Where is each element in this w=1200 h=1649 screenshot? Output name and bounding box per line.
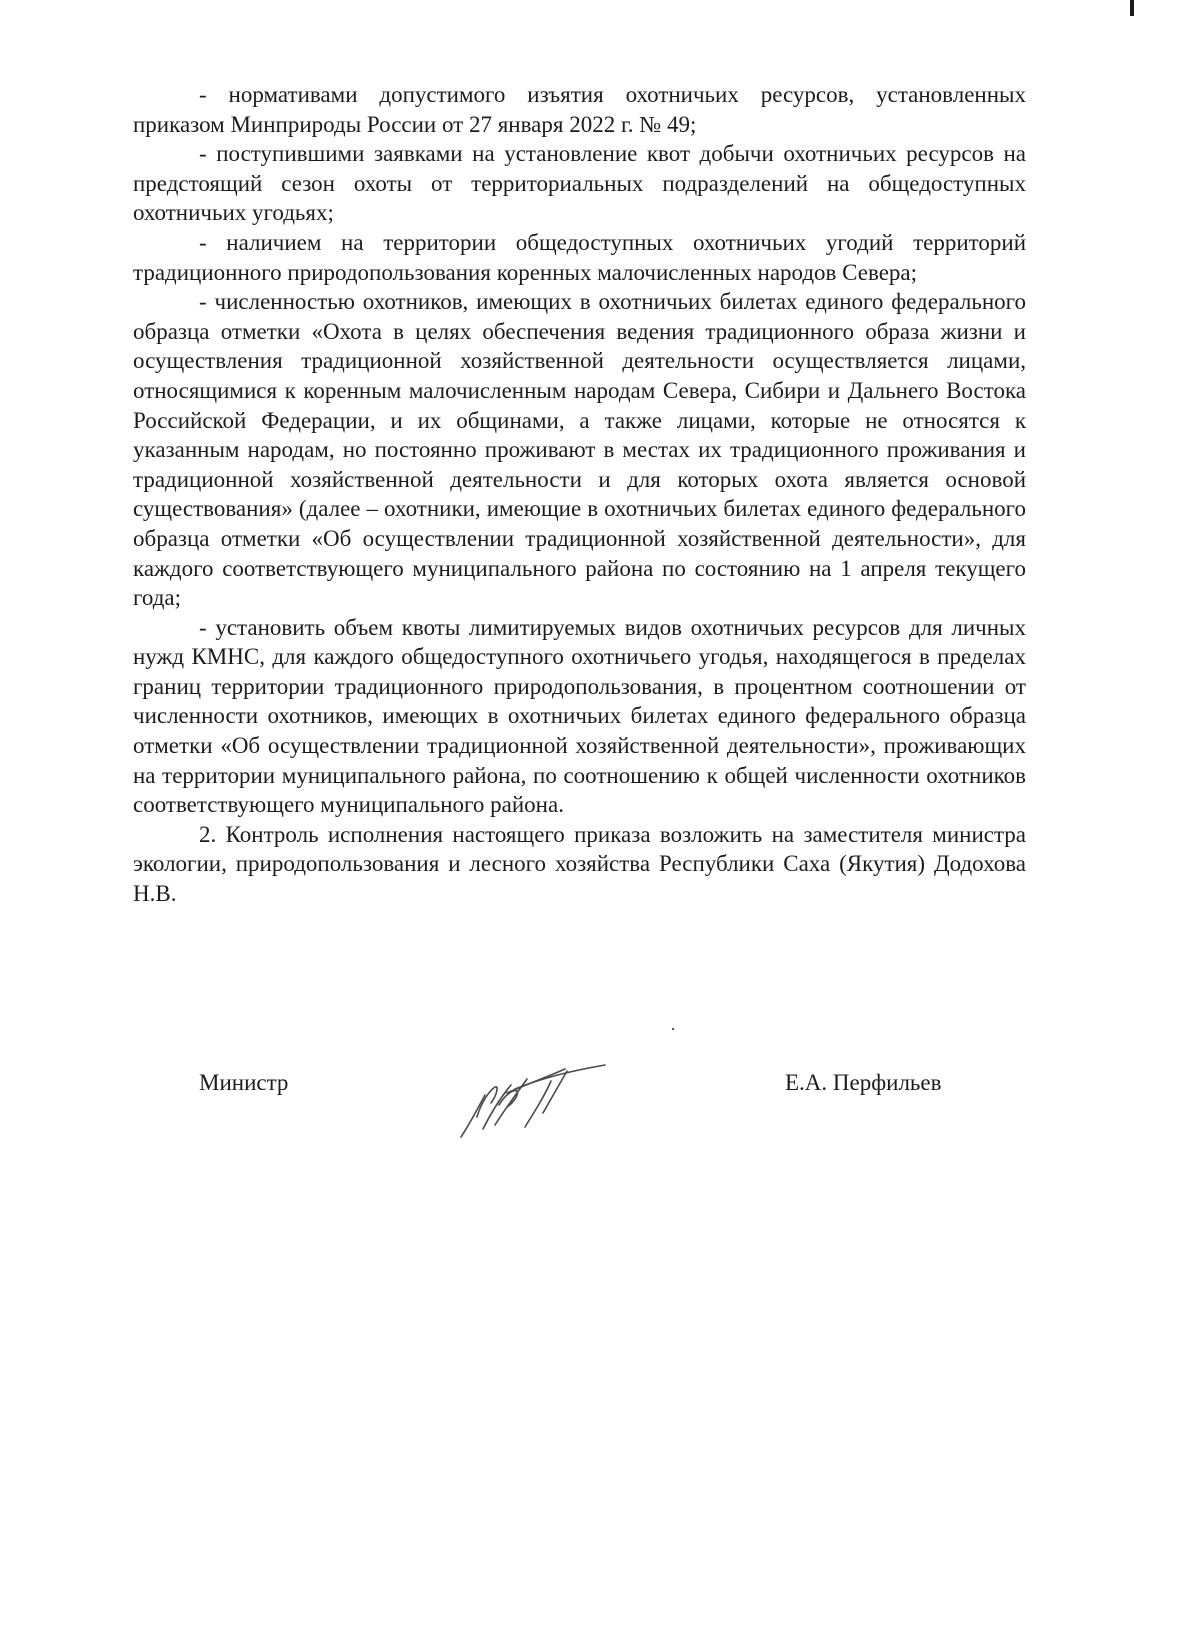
paragraph-applications: - поступившими заявками на установление квот добычи охотничьих ресурсов на предстоящий сезон охоты от территориальных подразделений на общедоступных охотничьих угодьях;: [133, 141, 1026, 226]
signatory-title: Министр: [199, 1070, 289, 1095]
paragraph-control: 2. Контроль исполнения настоящего приказа возложить на заместителя министра экологии, природопользования и лесного хозяйства Республики Саха (Якутия) Додохова Н.В.: [133, 821, 1026, 907]
scan-edge-mark: [1130, 0, 1134, 16]
signature-block: [0, 1055, 1140, 1175]
handwritten-signature: [455, 1055, 615, 1145]
scan-speck: [672, 1028, 674, 1030]
paragraph-territories: - наличием на территории общедоступных охотничьих угодий территорий традиционного природопользования коренных малочисленных народов Севера;: [133, 229, 1026, 285]
paragraph-quota: - установить объем квоты лимитируемых видов охотничьих ресурсов для личных нужд КМНС, для каждого общедоступного охотничьего угодья, находящегося в пределах границ территории традиционного природопользования, в процентном соотношении от численности охотников, имеющих в охотничьих билетах единого федерального образца отметки «Об осуществлении традиционной хозяйственной деятельности», проживающих на территории муниципального района, по соотношению к общей численности охотников соответствующего муниципального района.: [133, 614, 1026, 818]
paragraph-norms: - нормативами допустимого изъятия охотничьих ресурсов, установленных приказом Минприроды России от 27 января 2022 г. № 49;: [133, 82, 1026, 137]
paragraph-hunters-count: - численностью охотников, имеющих в охотничьих билетах единого федерального образца отметки «Охота в целях обеспечения ведения традиционного образа жизни и осуществления традиционной хозяйственной деятельности осуществляется лицами, относящимися к коренным малочисленным народам Севера, Сибири и Дальнего Востока Российской Федерации, и их общинами, а также лицами, которые не относятся к указанным народам, но постоянно проживают в местах их традиционного проживания и традиционной хозяйственной деятельности и для которых охота является основой существования» (далее – охотники, имеющие в охотничьих билетах единого федерального образца отметки «Об осуществлении традиционной хозяйственной деятельности», для каждого соответствующего муниципального района по состоянию на 1 апреля текущего года;: [133, 289, 1026, 611]
document-body: [133, 80, 1026, 909]
signatory-name: Е.А. Перфильев: [785, 1070, 942, 1095]
